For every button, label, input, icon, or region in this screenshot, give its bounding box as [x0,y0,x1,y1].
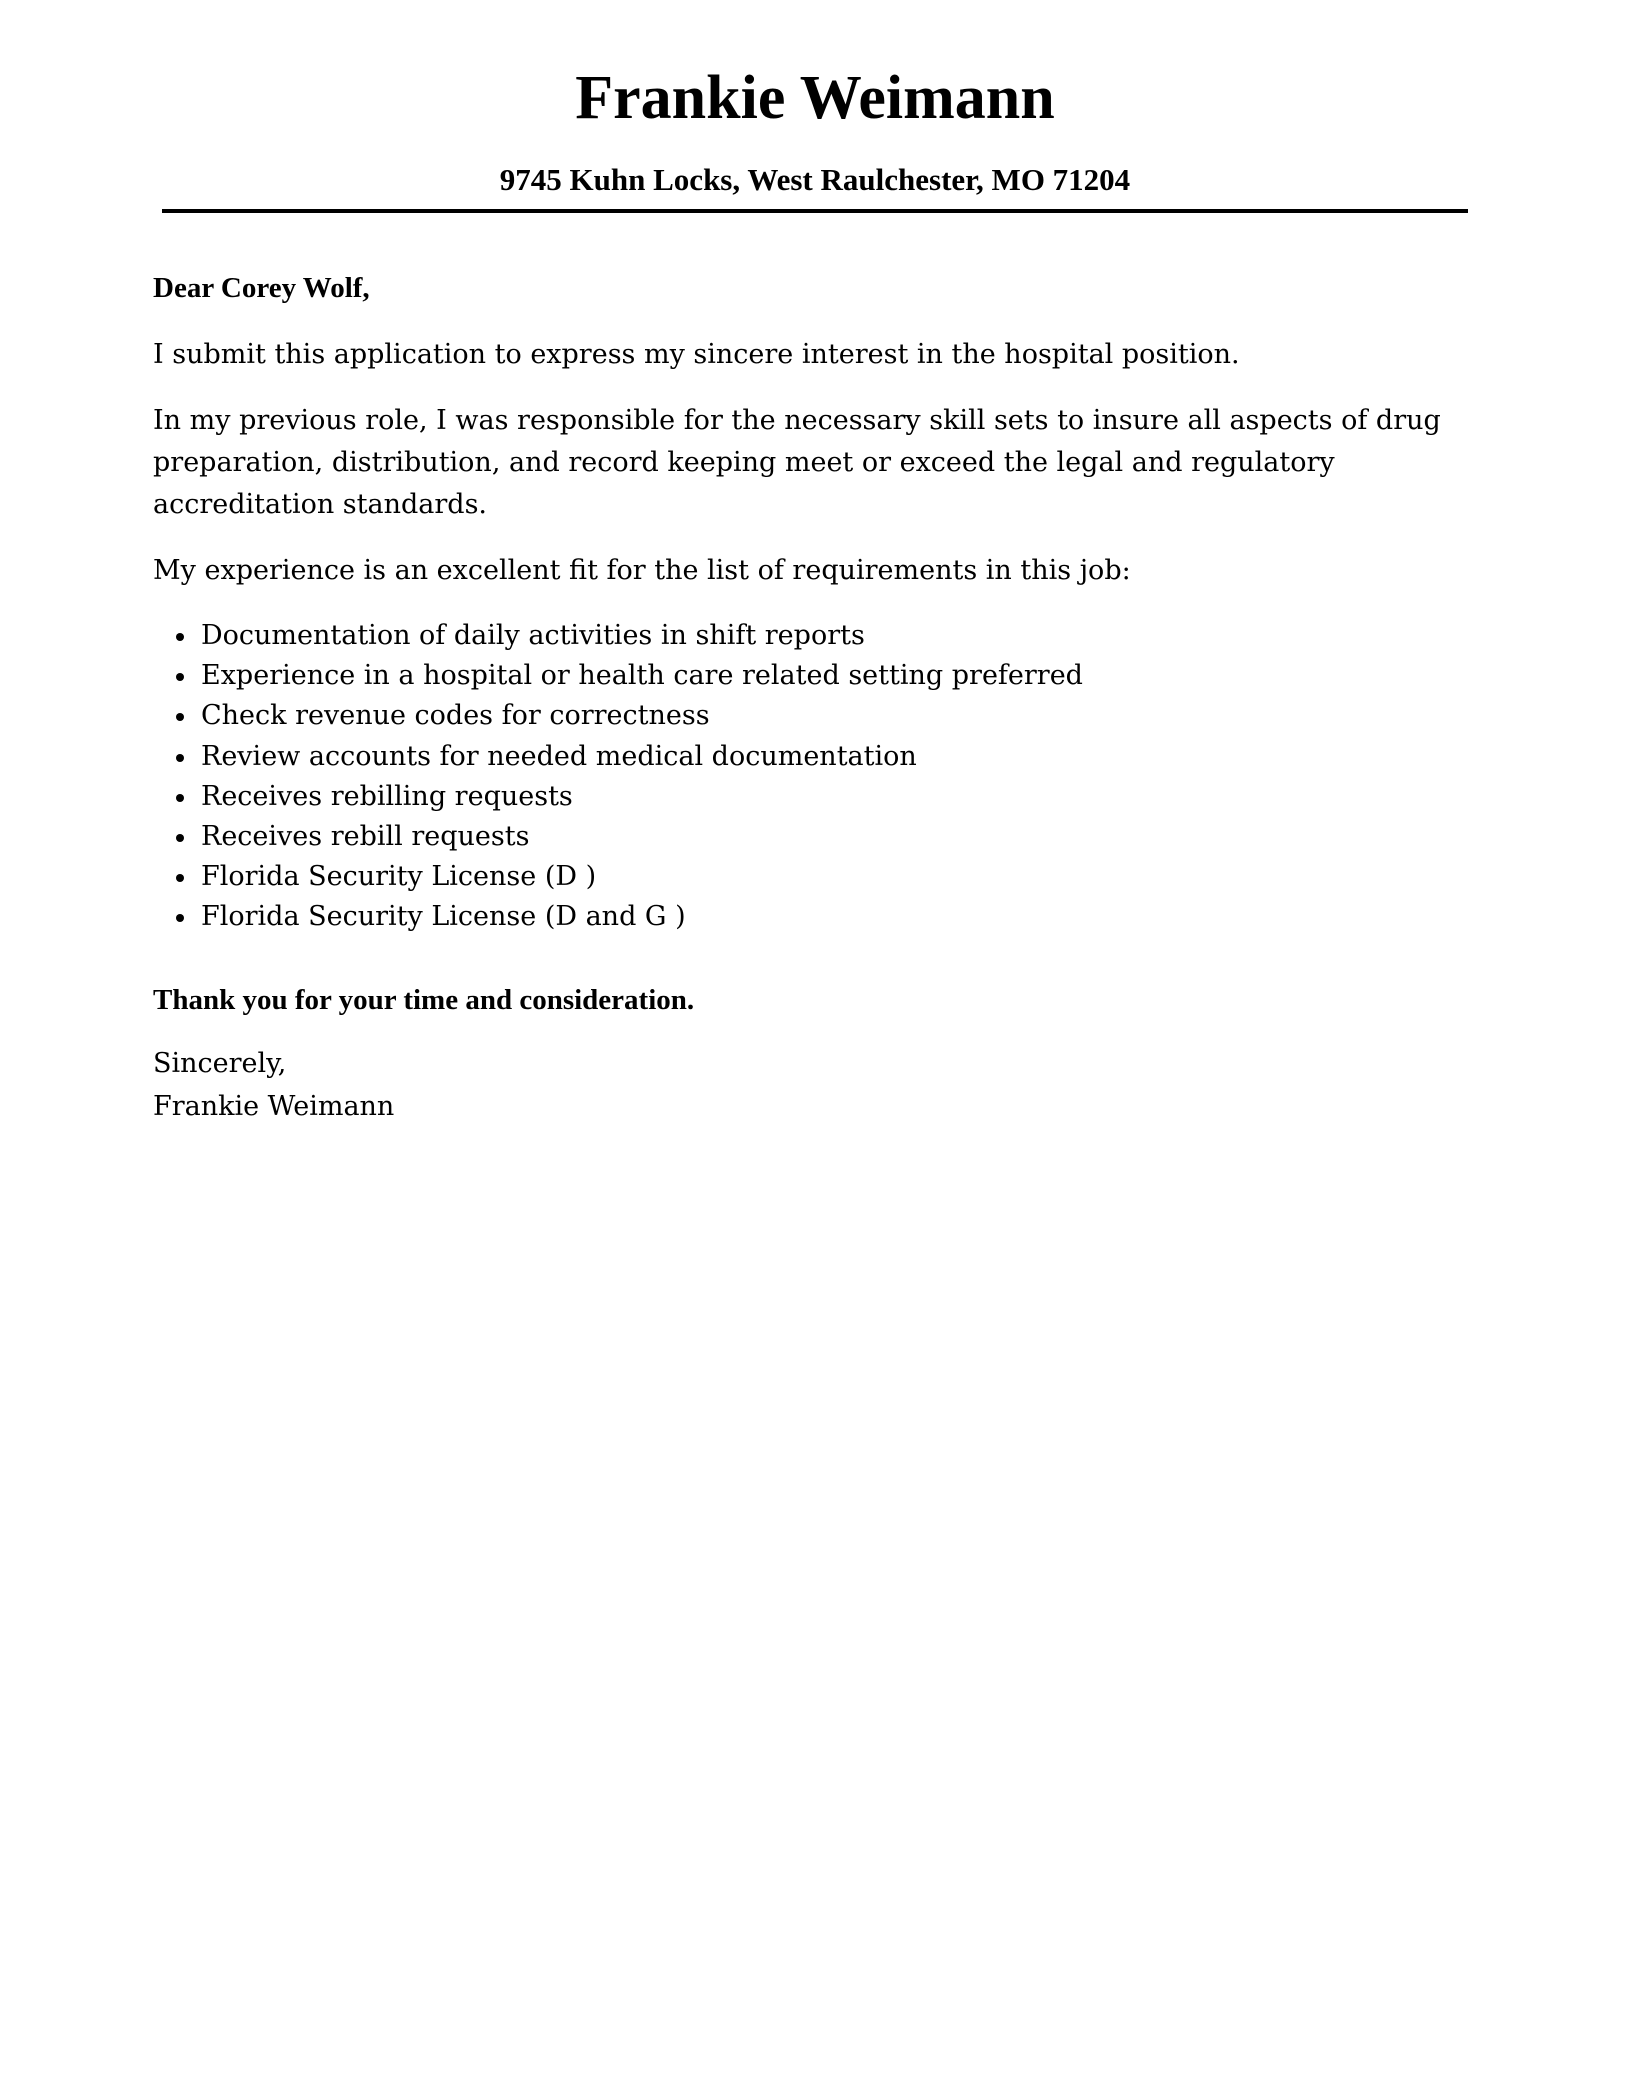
fit-statement: My experience is an excellent fit for the list of requirements in this job: [153,555,1131,586]
list-item [153,656,1478,696]
signoff: Sincerely, [153,1047,287,1079]
requirement-text: Review accounts for needed medical documentation [201,740,917,772]
intro-paragraph: I submit this application to express my sincere interest in the hospital position. [153,339,1240,370]
salutation: Dear Corey Wolf, [153,272,370,304]
letter-body [153,268,1478,1128]
bullet-icon [176,633,184,641]
requirements-list [153,616,1478,938]
closing-line: Thank you for your time and consideration. [153,983,695,1016]
bullet-icon [176,713,184,721]
requirement-text: Receives rebilling requests [201,780,573,812]
signature-name: Frankie Weimann [153,1090,395,1122]
list-item [153,817,1478,857]
bullet-icon [176,914,184,922]
list-item [153,616,1478,656]
list-item [153,857,1478,897]
bullet-icon [176,874,184,882]
requirement-text: Experience in a hospital or health care related setting preferred [201,660,1083,692]
bullet-icon [176,794,184,802]
header-divider [162,209,1468,213]
sender-address: 9745 Kuhn Locks, West Raulchester, MO 71204 [499,162,1131,197]
requirement-text: Florida Security License (D ) [201,861,597,893]
bullet-icon [176,834,184,842]
requirement-text: Receives rebill requests [201,821,530,853]
previous-role-paragraph: In my previous role, I was responsible for the necessary skill sets to insure all aspects of drug preparation, distribution, and record keeping meet or exceed the legal and regulatory accreditation standards. [153,405,1441,520]
letter-header [162,58,1468,200]
list-item [153,897,1478,937]
requirement-text: Florida Security License (D and G ) [201,901,686,933]
list-item [153,696,1478,736]
list-item [153,737,1478,777]
requirement-text: Check revenue codes for correctness [201,700,710,732]
requirement-text: Documentation of daily activities in shift reports [201,620,865,651]
list-item [153,777,1478,817]
bullet-icon [176,754,184,762]
bullet-icon [176,673,184,681]
sender-name: Frankie Weimann [575,64,1055,132]
